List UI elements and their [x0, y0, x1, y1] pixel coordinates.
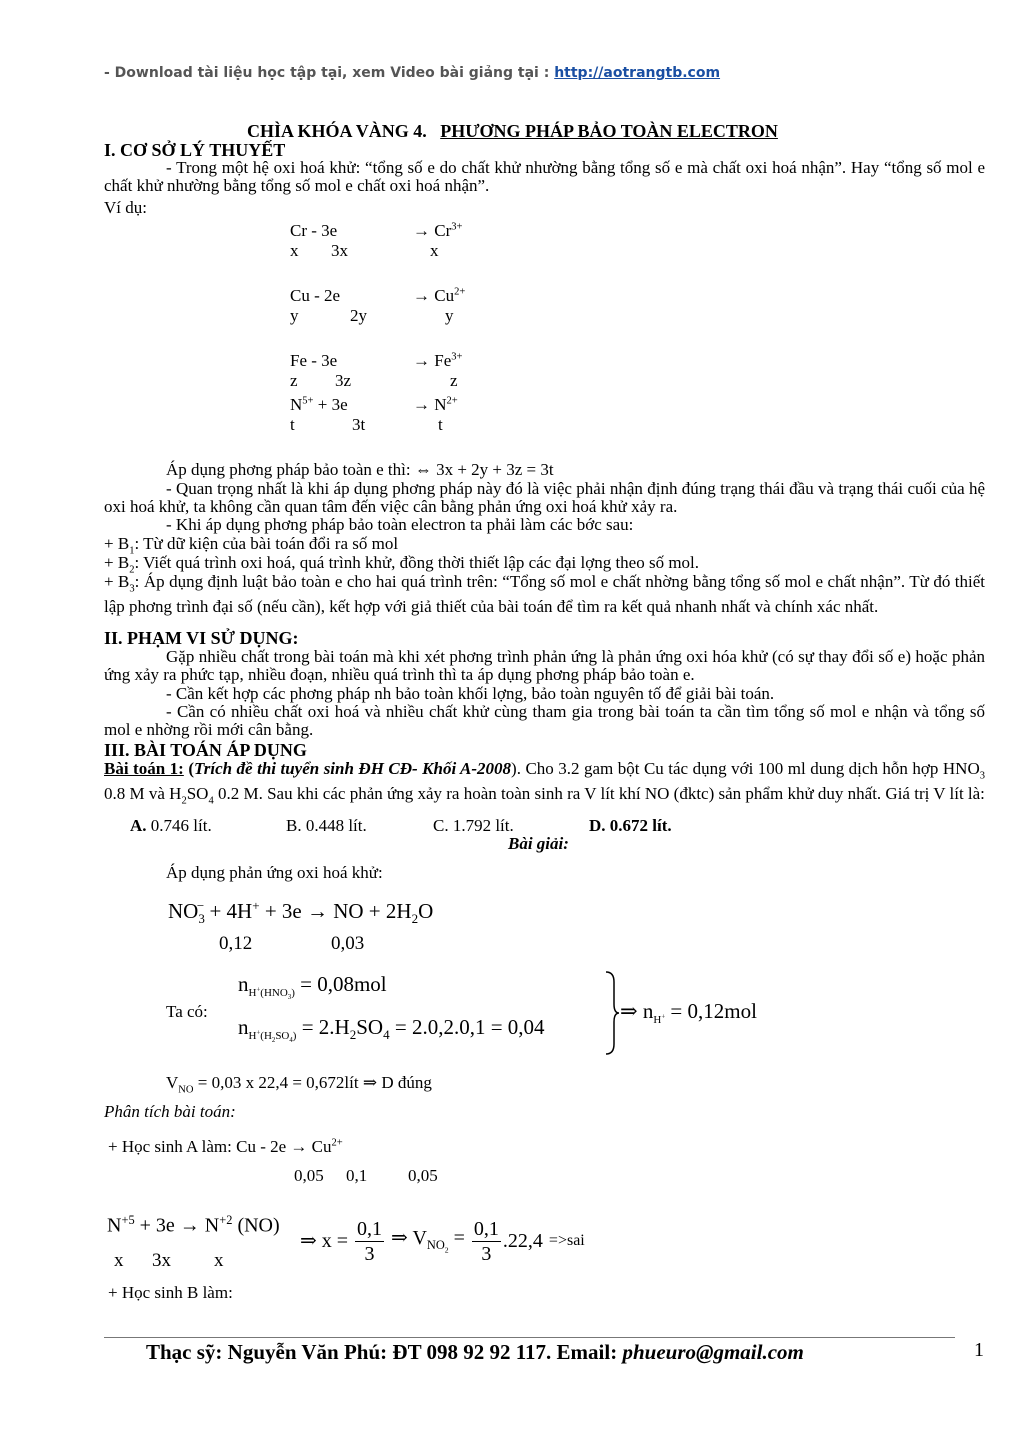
- footer-divider: [104, 1337, 955, 1338]
- footer-email[interactable]: phueuro@gmail.com: [622, 1340, 804, 1364]
- option-a[interactable]: A. 0.746 lít.: [130, 816, 212, 835]
- vno-result: $V_{NO} = 0,03$ x 22,4 = 0,672lít ⇒ D đúng: [166, 1073, 432, 1096]
- section2-p2: - Cần kết hợp các phơng pháp nh bảo toàn khối lợng, bảo toàn nguyên tố để giải bài toán.: [166, 684, 775, 703]
- n-eq-3x: 3x: [152, 1250, 171, 1271]
- fraction-result: ⇒ x = $\frac{0,1}{3}$ ⇒ $V_{NO_2}$ = $\frac{0,1}{3}$ .22,4 =>sai: [300, 1217, 585, 1265]
- student-a-value-2: 0,1: [346, 1166, 368, 1185]
- no3-equation: $NO_3^- + 4H^+ + 3e$ → NO + $2H_2O$: [168, 898, 434, 927]
- section2-p3: - Cần có nhiều chất oxi hoá và nhiều chất khử cùng tham gia trong bài toán ta cần tìm tổng số mol e nhận và tổng số mol e nhờng rồi mới cân bằng.: [104, 702, 985, 739]
- download-header: [104, 66, 720, 80]
- step-b2: + $B_2$: Viết quá trình oxi hoá, quá trình khử, đồng thời thiết lập các đại lợng theo số mol.: [104, 553, 700, 576]
- section2-heading: II. PHẠM VI SỬ DỤNG:: [104, 628, 299, 648]
- apply-conservation: Áp dụng phơng pháp bảo toàn e thì: ⇔ 3x + 2y + 3z = 3t: [166, 460, 554, 479]
- option-c[interactable]: C. 1.792 lít.: [433, 816, 514, 835]
- n-h-h2so4: $n_{H^+(H_2SO_4)} = 2.H_2SO_4 = 2.0,2.0,1 = 0,04$: [238, 1015, 545, 1045]
- student-a-value-3: 0,05: [408, 1166, 438, 1185]
- eq-value-no: 0,03: [331, 933, 365, 954]
- option-b[interactable]: B. 0.448 lít.: [286, 816, 367, 835]
- footer-author: Thạc sỹ: Nguyễn Văn Phú: ĐT 098 92 92 117. Email: phueuro@gmail.com: [146, 1340, 804, 1364]
- right-brace-icon: [604, 970, 620, 1056]
- page-number: 1: [974, 1339, 984, 1361]
- n-h-hno3: $n_{H^+(HNO_3)} = 0,08mol$: [238, 972, 387, 1002]
- problem-1: Bài toán 1: (Trích đề thi tuyển sinh ĐH CĐ- Khối A-2008). Cho 3.2 gam bột Cu tác dụng với 100 ml dung dịch hỗn hợp $HNO_3$ 0.8 M và $H_2SO_4$ 0.2 M. Sau khi các phản ứng xảy ra hoàn toàn sinh ra V lít khí NO (đktc) sản phẩm khử duy nhất. Giá trị V lít là:: [104, 759, 985, 807]
- step-b1: + $B_1$: Từ dữ kiện của bài toán đổi ra số mol: [104, 534, 399, 557]
- section1-heading: I. CƠ SỞ LÝ THUYẾT: [104, 140, 286, 160]
- section3-heading: III. BÀI TOÁN ÁP DỤNG: [104, 740, 307, 760]
- title-part2: PHƯƠNG PHÁP BẢO TOÀN ELECTRON: [440, 121, 778, 141]
- option-d[interactable]: D. 0.672 lít.: [589, 816, 672, 835]
- page-title: [247, 122, 778, 140]
- solution-title: Bài giải:: [508, 834, 569, 853]
- student-a: + Học sinh A làm: $Cu - 2e \to Cu^{2+}$: [108, 1137, 343, 1156]
- student-a-value-1: 0,05: [294, 1166, 324, 1185]
- example-label: Ví dụ:: [104, 198, 147, 217]
- header-text: - Download tài liệu học tập tại, xem Video bài giảng tại :: [104, 65, 555, 81]
- section2-p1: Gặp nhiều chất trong bài toán mà khi xét phơng trình phản ứng là phản ứng oxi hóa khử (có sự thay đổi số e) hoặc phản ứng xảy ra phức tạp, nhiều đoạn, nhiều quá trình thì ta áp dụng phơng pháp bảo toàn e.: [104, 647, 985, 684]
- n-eq-x: x: [114, 1250, 124, 1271]
- eq-value-h: 0,12: [219, 933, 253, 954]
- n-eq-x2: x: [214, 1250, 224, 1271]
- section1-p1: - Trong một hệ oxi hoá khử: “tổng số e do chất khử nhường bằng tổng số e mà chất oxi hoá nhận”. Hay “tổng số mol e chất khử nhường bằng tổng số mol e chất oxi hoá nhận”.: [104, 158, 985, 195]
- section1-p3: - Khi áp dụng phơng pháp bảo toàn electron ta phải làm các bớc sau:: [166, 515, 634, 534]
- header-link[interactable]: http://aotrangtb.com: [554, 65, 721, 81]
- n-reduction-equation: $N^{+5} + 3e \to N^{+2}$ (NO): [107, 1213, 280, 1237]
- apply-redox: Áp dụng phản ứng oxi hoá khử:: [166, 863, 383, 882]
- title-part1: CHÌA KHÓA VÀNG 4.: [247, 121, 427, 141]
- n-h-total: ⇒ $n_{H^+} = 0,12mol$: [620, 999, 757, 1027]
- step-b3: + $B_3$: Áp dụng định luật bảo toàn e cho hai quá trình trên: “Tổng số mol e chất nhờng bằng tổng số mol e chất nhận”. Từ đó thiết lập phơng trình đại số (nếu cần), kết hợp với giả thiết của bài toán để tìm ra kết quả nhanh nhất và chính xác nhất.: [104, 572, 985, 617]
- section1-p2: - Quan trọng nhất là khi áp dụng phơng pháp này đó là việc phải nhận định đúng trạng thái đầu và trạng thái cuối của hệ oxi hoá khử, ta không cần quan tâm đến việc cân bằng phản ứng oxi hoá khử xảy ra.: [104, 479, 985, 516]
- ta-co-label: Ta có:: [166, 1002, 208, 1021]
- analysis-title: Phân tích bài toán:: [104, 1102, 236, 1121]
- student-b: + Học sinh B làm:: [108, 1283, 233, 1302]
